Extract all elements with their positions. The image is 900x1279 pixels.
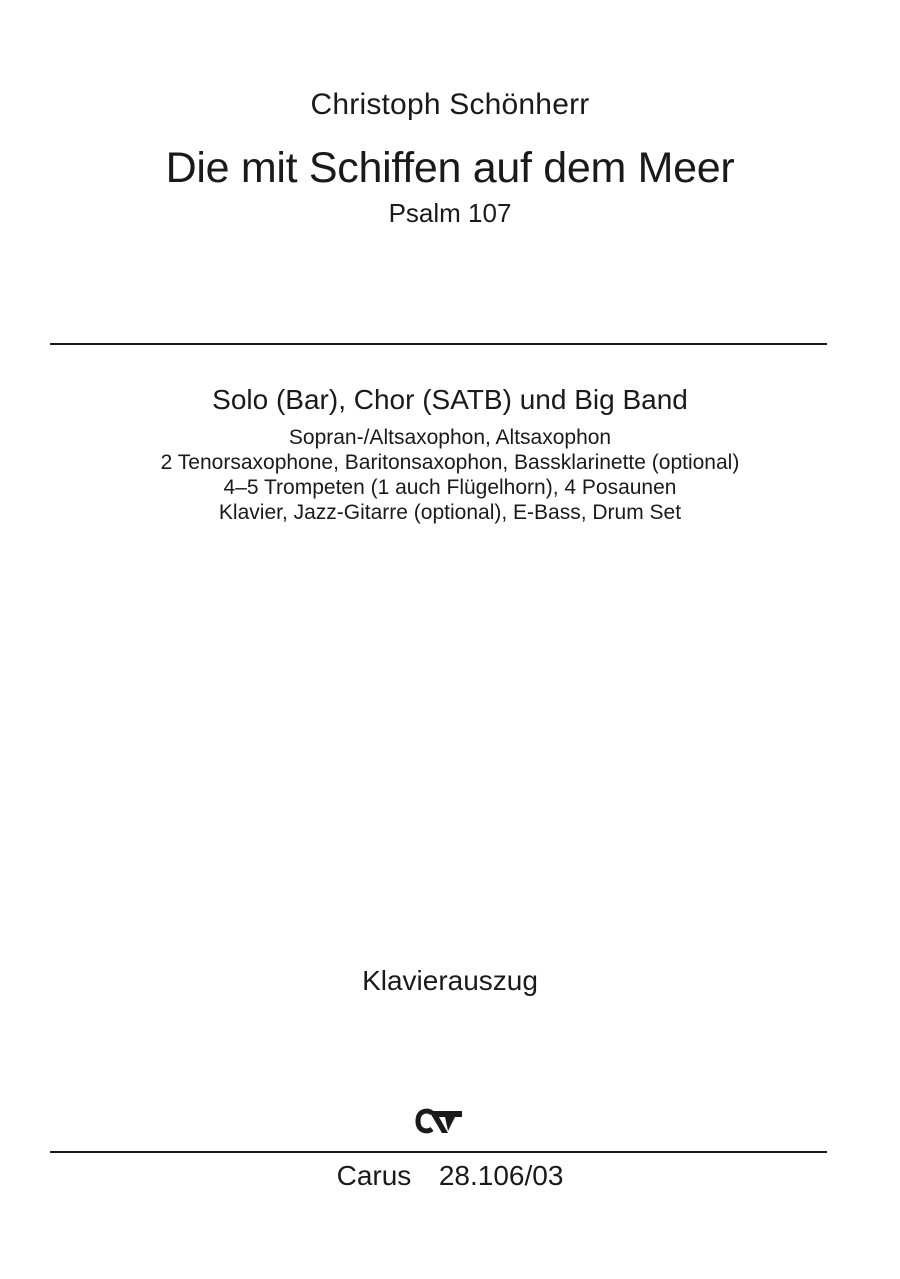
instrument-line: 4–5 Trompeten (1 auch Flügelhorn), 4 Posaunen: [223, 476, 677, 499]
work-subtitle: Psalm 107: [388, 198, 512, 228]
instrument-list: [0, 425, 900, 525]
instrument-line: Sopran-/Altsaxophon, Altsaxophon: [288, 426, 612, 449]
edition-type: Klavierauszug: [362, 965, 538, 996]
scoring-heading: Solo (Bar), Chor (SATB) und Big Band: [212, 384, 688, 415]
top-divider: [50, 343, 827, 345]
bottom-divider: [50, 1151, 827, 1153]
catalog-number: Carus 28.106/03: [336, 1160, 564, 1191]
carus-cv-logo-icon: [415, 1107, 465, 1135]
instrument-line: 2 Tenorsaxophone, Baritonsaxophon, Bassklarinette (optional): [160, 451, 740, 474]
instrument-line: Klavier, Jazz-Gitarre (optional), E-Bass, Drum Set: [218, 501, 682, 524]
work-title: Die mit Schiffen auf dem Meer: [165, 144, 735, 192]
composer-name: Christoph Schönherr: [310, 88, 590, 121]
